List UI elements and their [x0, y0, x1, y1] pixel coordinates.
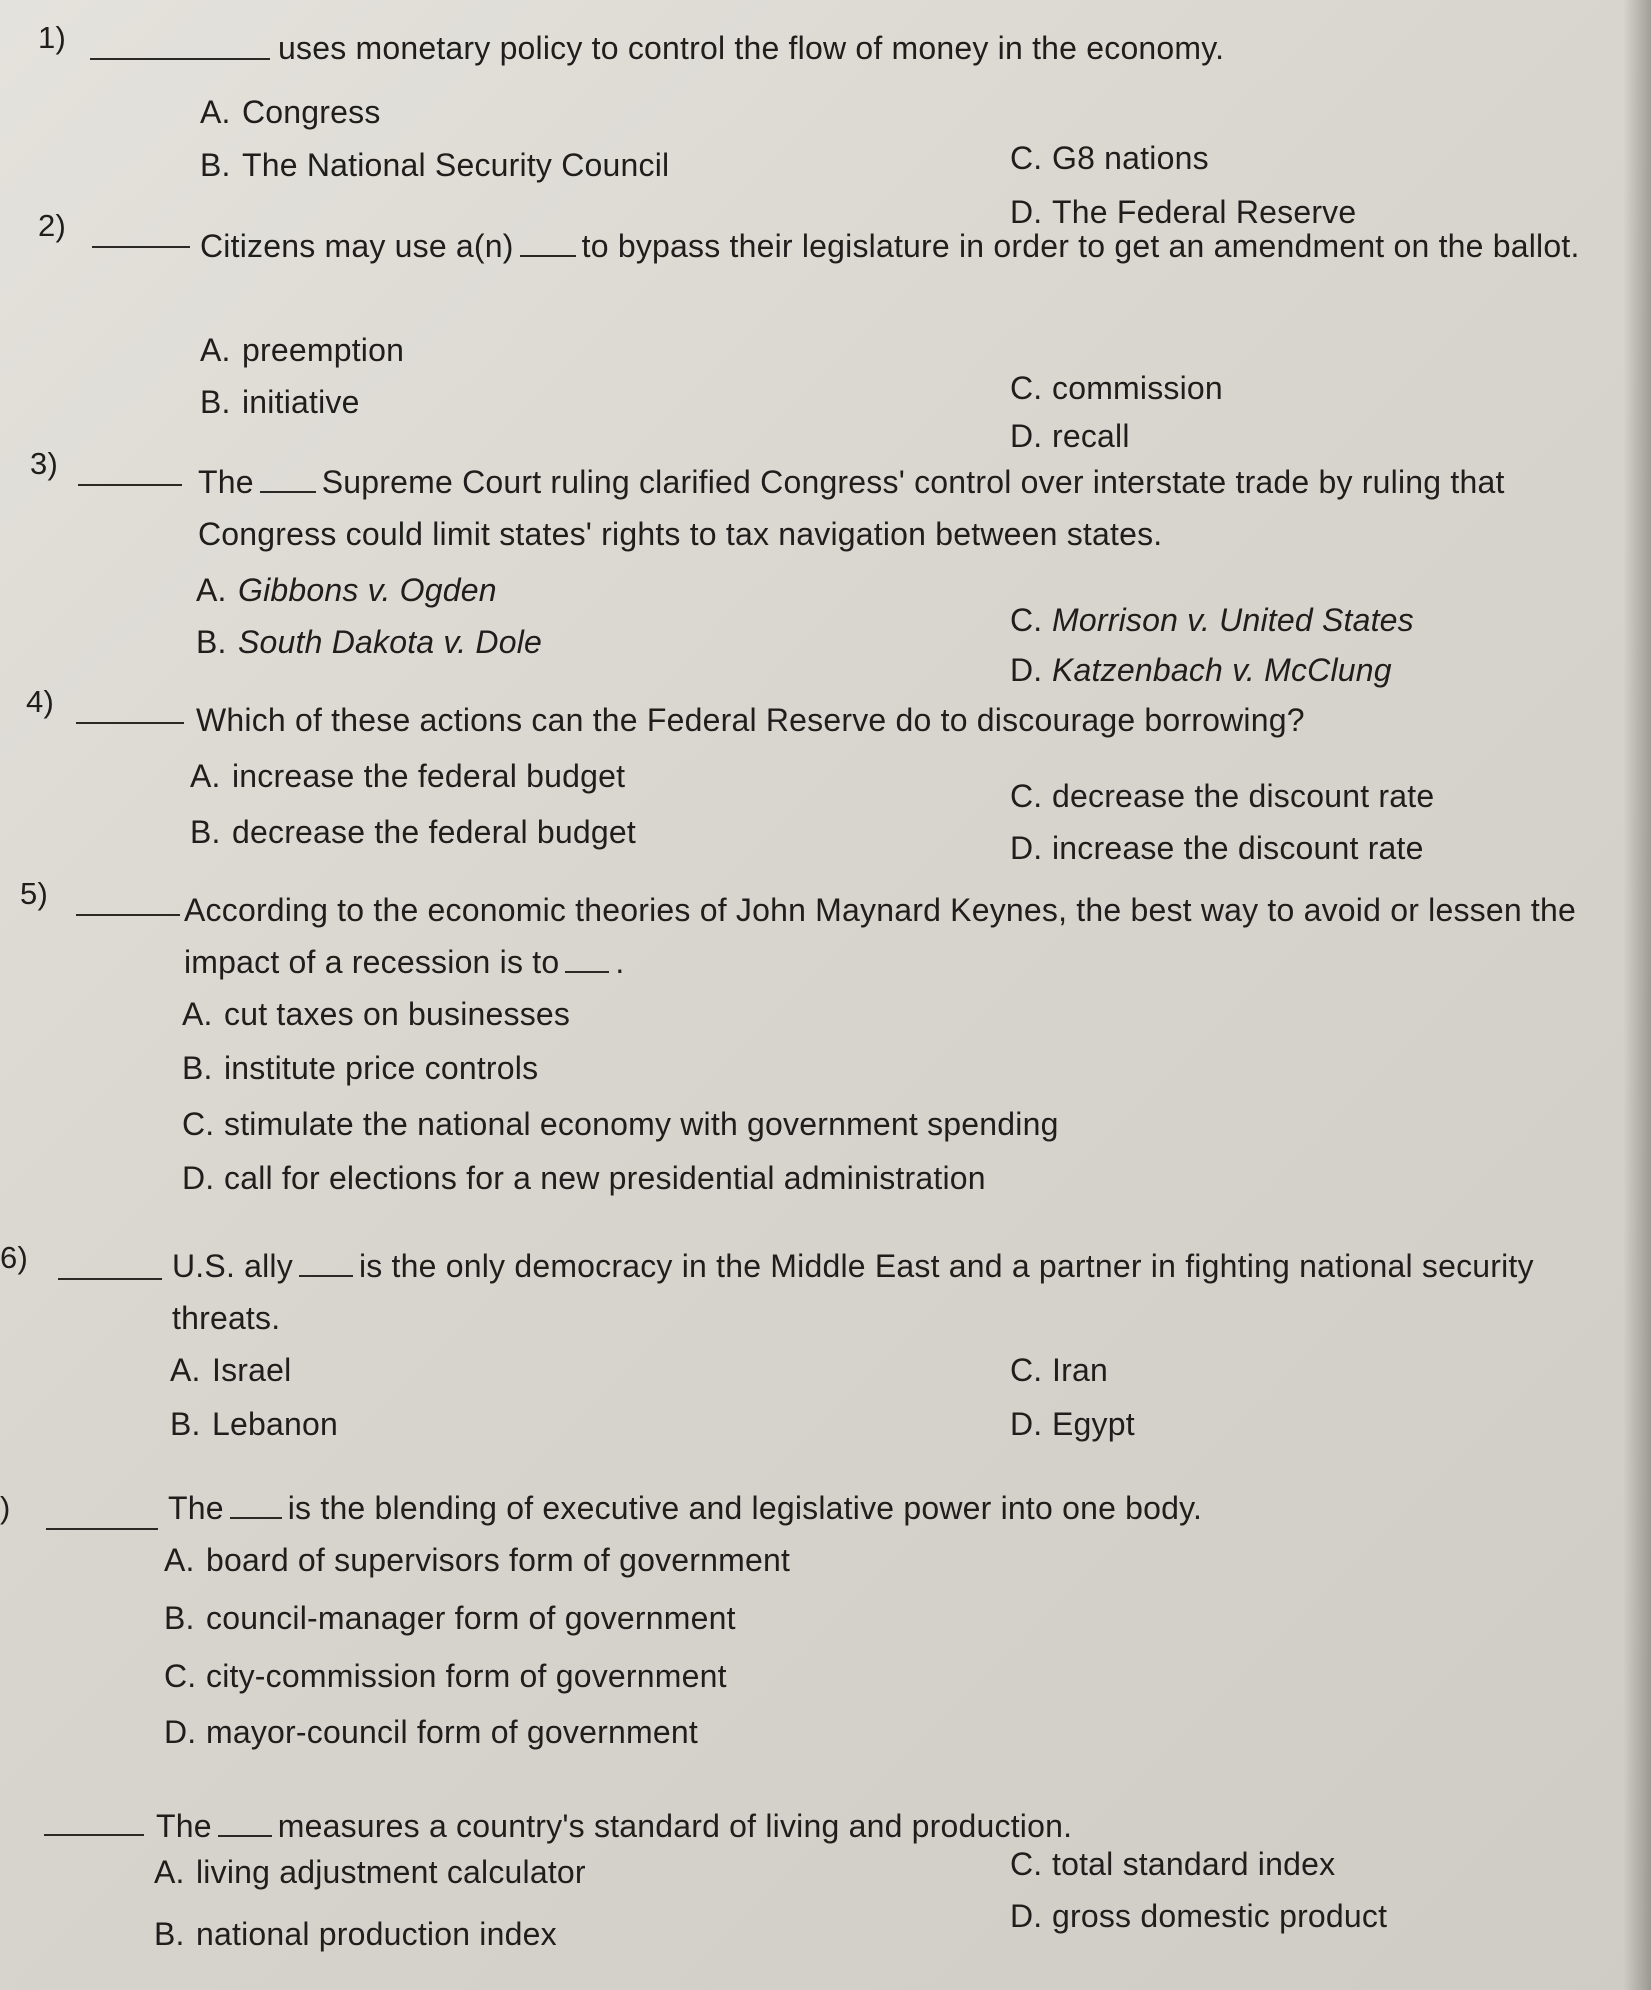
question-number: 6) — [0, 1240, 29, 1275]
option-b[interactable]: B. South Dakota v. Dole — [196, 624, 543, 660]
inline-blank[interactable] — [299, 1275, 353, 1277]
answer-blank[interactable] — [92, 246, 190, 248]
question-text: The is the blending of executive and legislative power into one body. — [168, 1490, 1203, 1526]
inline-blank[interactable] — [260, 491, 316, 493]
option-d[interactable]: D. gross domestic product — [1010, 1898, 1388, 1934]
answer-blank[interactable] — [46, 1528, 158, 1530]
question-text: The measures a country's standard of living and production. — [156, 1808, 1073, 1844]
question-text: U.S. ally is the only democracy in the Middle East and a partner in fighting national security threats. — [172, 1248, 1534, 1336]
option-b[interactable]: B. The National Security Council — [200, 147, 670, 183]
option-a[interactable]: A. cut taxes on businesses — [182, 996, 571, 1032]
question-number: 2) — [38, 208, 67, 243]
option-d[interactable]: D. mayor-council form of government — [164, 1714, 698, 1750]
answer-blank[interactable] — [90, 58, 270, 60]
option-b[interactable]: B. council-manager form of government — [164, 1600, 736, 1636]
option-d[interactable]: D. increase the discount rate — [1010, 830, 1424, 866]
option-c[interactable]: C. commission — [1010, 370, 1223, 406]
answer-blank[interactable] — [44, 1834, 144, 1836]
option-b[interactable]: B. institute price controls — [182, 1050, 539, 1086]
inline-blank[interactable] — [230, 1517, 282, 1519]
option-b[interactable]: B. decrease the federal budget — [190, 814, 636, 850]
inline-blank[interactable] — [218, 1835, 272, 1837]
option-a[interactable]: A. Gibbons v. Ogden — [196, 572, 497, 608]
question-number: 4) — [26, 684, 55, 719]
option-a[interactable]: A. board of supervisors form of government — [164, 1542, 791, 1578]
option-b[interactable]: B. initiative — [200, 384, 360, 420]
option-a[interactable]: A. living adjustment calculator — [154, 1854, 586, 1890]
option-c[interactable]: C. total standard index — [1010, 1846, 1336, 1882]
option-d[interactable]: D. Egypt — [1010, 1406, 1135, 1442]
question-number: 1) — [38, 20, 67, 55]
option-a[interactable]: A. Congress — [200, 94, 381, 130]
answer-blank[interactable] — [76, 722, 184, 724]
option-a[interactable]: A. preemption — [200, 332, 405, 368]
page-edge-shadow — [1623, 0, 1651, 1990]
option-c[interactable]: C. Iran — [1010, 1352, 1108, 1388]
option-d[interactable]: D. recall — [1010, 418, 1130, 454]
option-b[interactable]: B. national production index — [154, 1916, 557, 1952]
option-d[interactable]: D. call for elections for a new presidential administration — [182, 1160, 986, 1196]
option-c[interactable]: C. G8 nations — [1010, 140, 1209, 176]
answer-blank[interactable] — [58, 1278, 162, 1280]
question-number: ) — [0, 1490, 11, 1525]
option-a[interactable]: A. Israel — [170, 1352, 292, 1388]
option-c[interactable]: C. city-commission form of government — [164, 1658, 727, 1694]
question-text: According to the economic theories of John Maynard Keynes, the best way to avoid or lessen the impact of a recession is to . — [184, 892, 1577, 980]
inline-blank[interactable] — [565, 971, 609, 973]
question-number: 5) — [20, 876, 49, 911]
option-c[interactable]: C. decrease the discount rate — [1010, 778, 1435, 814]
option-d[interactable]: D. The Federal Reserve — [1010, 194, 1357, 230]
option-c[interactable]: C. Morrison v. United States — [1010, 602, 1414, 638]
question-text: Which of these actions can the Federal Reserve do to discourage borrowing? — [196, 702, 1305, 738]
question-text: uses monetary policy to control the flow of money in the economy. — [278, 30, 1225, 66]
option-c[interactable]: C. stimulate the national economy with government spending — [182, 1106, 1059, 1142]
question-number: 3) — [30, 446, 59, 481]
option-d[interactable]: D. Katzenbach v. McClung — [1010, 652, 1392, 688]
question-text: The Supreme Court ruling clarified Congress' control over interstate trade by ruling that Congress could limit states' rights to tax navigation between states. — [198, 464, 1505, 552]
option-b[interactable]: B. Lebanon — [170, 1406, 338, 1442]
question-text: Citizens may use a(n) to bypass their legislature in order to get an amendment on the ballot. — [200, 228, 1580, 264]
answer-blank[interactable] — [76, 914, 180, 916]
answer-blank[interactable] — [78, 484, 182, 486]
inline-blank[interactable] — [520, 255, 576, 257]
option-a[interactable]: A. increase the federal budget — [190, 758, 626, 794]
